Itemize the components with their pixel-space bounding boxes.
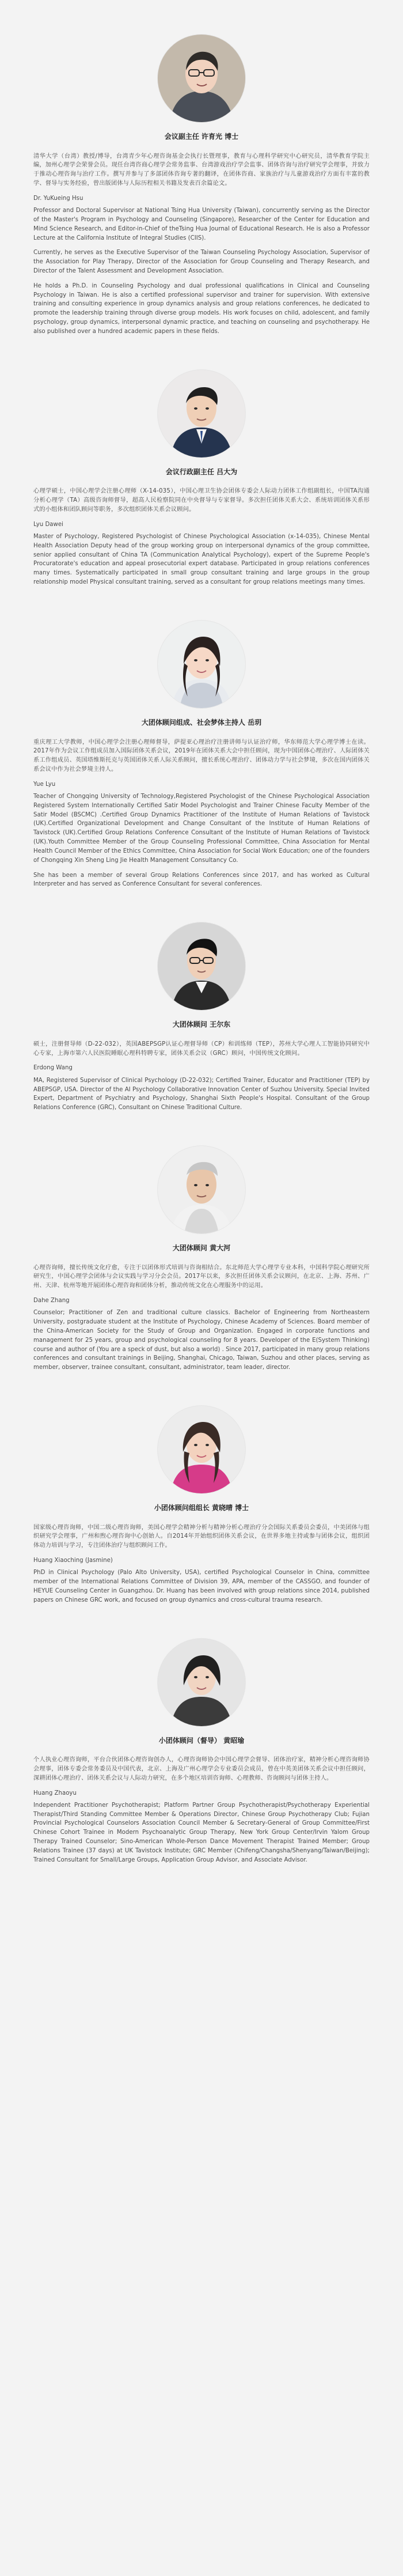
speaker-english-name: Huang Zhaoyu: [33, 1790, 77, 1796]
speaker-english-bio-paragraph: Professor and Doctoral Supervisor at National Tsing Hua University (Taiwan), concurrently serving as the Director of the Master's Program in Psychology and Counseling (Singapore), Researcher of the Center for Education and Mind Science Research, and Editor-in-Chief of theTsing Hua Journal of Educational Research. He is also a Professor Lecture at the California Institute of Integral Studies (CIIS).: [33, 207, 370, 241]
speaker-avatar: [158, 1639, 245, 1726]
speaker-role-title: 大团体顾问 黄大河: [172, 1243, 231, 1252]
speaker-role-title: 大团体顾问组成、社会梦体主持人 岳玥: [141, 718, 262, 727]
speaker-role-title: 大团体顾问 王尔东: [172, 1020, 231, 1029]
speaker-english-bio-paragraph: Currently, he serves as the Executive Supervisor of the Taiwan Counseling Psychology Association, Supervisor of the Association for Play Therapy, Director of the Association for Group Counseling and Therapy Research, and Director of the Talent Assessment and Development Association.: [33, 249, 370, 275]
speaker-avatar: [158, 35, 245, 122]
speaker-chinese-bio: 清华大学（台湾）教授/博导，台湾青少年心理咨询基金会执行长暨理事，教育与心理科学研究中心研究员，清华教育学院主编，加州心理学会荣誉会员。现任台湾咨商心理学会常务监事、台湾游戏治疗学会监事、团体咨询与治疗研究学会理事，并致力于推动心理咨询与治疗工作。撰写并参与了多部团体咨询专著的翻译，在团体咨商、家族治疗与儿童游戏治疗方面有丰富的教学、督导与实务经验，曾出版团体与人际历程相关书籍及发表百余篇论文。: [33, 153, 370, 187]
speaker-chinese-bio: 心理咨询师，擅长传统文化疗愈，专注于以团体形式培训与咨询相结合。东北师范大学心理学专业本科，中国科学院心理研究所研究生，中国心理学会团体与会议实践与学习分会会员。2017年以来，多次担任团体关系会议顾问，在北京、上海、苏州、广州、天津、杭州等地开展团体心理咨询和团体分析，推动传统文化在心理服务中的运用。: [33, 1264, 370, 1289]
speaker-chinese-bio: 重庆理工大学教师，中国心理学会注册心理师督导，萨提亚心理治疗注册讲师与认证治疗师，华东师范大学心理学博士在读。2017年作为会议工作组成员加入国际团体关系会议，2019年在团体关系大会中担任顾问，现为中国团体心理治疗、人际团体关系工作组成员、英国塔维斯托克与英国团体关系人际关系顾问，擅长系统心理治疗、团体动力学与社会梦境，多次在国内团体关系会议中作为社会梦境主持人。: [33, 739, 370, 773]
speaker-avatar: [158, 922, 245, 1010]
portrait-image-4: [158, 922, 245, 1010]
portrait-image-1: [158, 35, 245, 122]
speaker-english-bio-paragraph: Master of Psychology, Registered Psychologist of Chinese Psychological Association (x-14-035), Chinese Mental Health Association Deputy head of the group working group on interpersonal dynamics of the group committee, senior applied consultant of China TA (Communication Analytical Psychology), expert of the Supreme People's Procuratorate's education and appeal prosecutorial expert database. Participated in group relations conferences many times. Systematically participated in small group consultant training and large groups in the group relationship model Physical consultant training, served as a consultant for group relations meetings many times.: [33, 534, 370, 586]
speaker-chinese-bio: 硕士，注册督导师（D-22-032），英国ABEPSGP认证心理督导师（CP）和训练师（TEP），苏州大学心理人工智能协同研究中心专家，上海市第六人民医院睡眠心理科特聘专家，团体关系会议（GRC）顾问，中国传统文化顾问。: [33, 1041, 370, 1057]
portrait-image-6: [158, 1406, 245, 1493]
speaker-english-bio-paragraph: Independent Practitioner Psychotherapist; Platform Partner Group Psychotherapist/Psychotherapy Experiential Therapist/Third Standing Committee Member & Operations Director, Chinese Group Psychotherapy Club; Fujian Provincial Psychological Counselors Association Council Member & Secretary-General of Group Committee/First Chinese Cohort Trainee in Modern Psychoanalytic Group Therapy, New York Group Center/Irvin Yalom Group Therapy Trained Counselor; Sino-American Whole-Person Dance Movement Therapist Trained Member; Group Relations Trainee (37 days) at UK Tavistock Institute; GRC Member (Chifeng/Changsha/Shenyang/Taiwan/Beijing); Trained Consultant for Small/Large Groups, Application Group Advisor, and Associate Advisor.: [33, 1802, 370, 1863]
speaker-english-name: Erdong Wang: [33, 1065, 73, 1072]
speaker-english-name: Lyu Dawei: [33, 521, 63, 528]
speaker-english-name: Dr. YuKueing Hsu: [33, 195, 83, 202]
portrait-image-7: [158, 1639, 245, 1726]
speaker-english-bio-paragraph: Teacher of Chongqing University of Technology,Registered Psychologist of the Chinese Psychological Association Registered System Internationally Certified Satir Model Psychologist and Trainer Chinese Faculty Member of the Satir Model (BSCMC) .Certified Group Dynamics Practitioner of the Institute of Human Relations of Tavistock (UK).Certified Organizational Development and Change Consultant of the Institute of Human Relations of Tavistock (UK).Certified Group Relations Conference Consultant of the Institute of Human Relations of Tavistock (UK).Youth Committee Member of the Group Counseling Professional Committee, China Association for Mental Health Council Member of the Ethics Committee, China Association for Social Work Education; one of the founders of Chongqing Xin Sheng Ling Jie Health Management Consultancy Co.: [33, 793, 370, 864]
portrait-image-2: [158, 370, 245, 457]
speaker-english-bio-paragraph: He holds a Ph.D. in Counseling Psychology and dual professional qualifications in Clinical and Counseling Psychology in Taiwan. He is also a certified professional supervisor and trainer for supervision. With extensive training and consulting experience in group dynamics analysis and group relations conferences, he dedicated to promote the leadership training through diverse group models. His work focuses on child, adolescent, and family psychology, group dynamics, interpersonal dynamic practice, and teaching on counseling and psychotherapy. He also published over a hundred academic papers in these fields.: [33, 282, 370, 335]
speaker-english-bio-paragraph: PhD in Clinical Psychology (Palo Alto University, USA), certified Psychological Counselor in China, committee member of the International Relations Committee of Division 39, APA, member of the CASSGO, and founder of HEYUE Counseling Center in Guangzhou. Dr. Huang has been involved with group relations since 2014, published papers on Chinese GRC work, and focused on group dynamics and cross-cultural trauma research.: [33, 1569, 370, 1603]
speaker-role-title: 会议行政副主任 吕大为: [165, 467, 238, 476]
portrait-image-3: [158, 621, 245, 708]
speaker-english-name: Dahe Zhang: [33, 1297, 70, 1304]
speaker-english-bio-paragraph: MA, Registered Supervisor of Clinical Psychology (D-22-032); Certified Trainer, Educator and Practitioner (TEP) by ABEPSGP, USA. Director of the AI Psychology Collaborative Innovation Center of Suzhou University. Special Invited Expert, Department of Psychiatry and Psychology, Shanghai Sixth People's Hospital. Consultant of the Group Relations Conference (GRC), Consultant on Chinese Traditional Culture.: [33, 1077, 370, 1111]
speaker-english-name: Huang Xiaoching (Jasmine): [33, 1557, 113, 1564]
speaker-profile: [0, 1406, 403, 1605]
speaker-avatar: [158, 370, 245, 457]
speaker-chinese-bio: 国家级心理咨询师，中国二级心理咨询师，美国心理学会精神分析与精神分析心理治疗分会国际关系委员会委员，中美团体与组织研究学会理事，广州和煦心理咨询中心创始人。自2014年开始组织团体关系会议，在世界多地主持或参与团体会议，组织团体动力培训与学习，专注团体治疗与组织顾问工作。: [33, 1524, 370, 1549]
speaker-avatar: [158, 1146, 245, 1234]
speaker-profile: [0, 370, 403, 587]
speaker-avatar: [158, 621, 245, 708]
speaker-avatar: [158, 1406, 245, 1493]
speaker-profile: [0, 1146, 403, 1372]
speaker-chinese-bio: 个人执业心理咨询师，平台合伙团体心理咨询创办人，心理咨询师协会中国心理学会督导、团体治疗家，精神分析心理咨询师协会理事，团体专委会常务委员及中国代表，北京、上海及广州心理学会专业委员会成员，曾在中英美团体关系会议中担任顾问，深耕团体心理治疗、团体关系会议与人际动力研究，在多个地区培训咨询师、心理教师、咨询顾问与团体主持人。: [33, 1757, 370, 1781]
portrait-image-5: [158, 1146, 245, 1234]
speaker-profile: [0, 1639, 403, 1865]
speaker-role-title: 小团体顾问（督导） 黄昭瑜: [158, 1736, 245, 1745]
speaker-english-bio-paragraph: Counselor; Practitioner of Zen and traditional culture classics. Bachelor of Engineering from Northeastern University, postgraduate student at the Institute of Psychology, Chinese Academy of Sciences. Board member of the China-American Society for the Study of Group and Organization. Engaged in corporate functions and management for 25 years, group and psychological counseling for 8 years. Developer of the E(System Thinking) course and author of (You are a speck of dust, but also a world) . Since 2017, participated in many group relations conferences and consultant trainings in Beijing, Shanghai, Chicago, Taiwan, Suzhou and other places, serving as member, observer, trainee consultant, consultant, administrator, team leader, director.: [33, 1310, 370, 1371]
speaker-english-bio-paragraph: She has been a member of several Group Relations Conferences since 2017, and has worked as Cultural Interpreter and has served as Conference Consultant for several conferences.: [33, 872, 370, 888]
speaker-role-title: 小团体顾问组组长 黄晓晴 博士: [154, 1503, 249, 1512]
speaker-chinese-bio: 心理学硕士，中国心理学会注册心理师（X-14-035），中国心理卫生协会团体专委会人际动力团体工作组副组长，中国TA沟通分析心理学（TA）高级咨询师督导，超高人民检察院同在中央督导与专家督导。多次担任团体关系大会、系统培训团体关系形式的小组体和团队顾问等职务，多次组织团体关系会议顾问。: [33, 488, 370, 513]
speaker-english-name: Yue Lyu: [33, 781, 56, 788]
speaker-role-title: 会议副主任 许育光 博士: [164, 133, 239, 141]
speaker-profile: [0, 35, 403, 336]
speaker-profile: [0, 922, 403, 1113]
speaker-profile: [0, 621, 403, 889]
